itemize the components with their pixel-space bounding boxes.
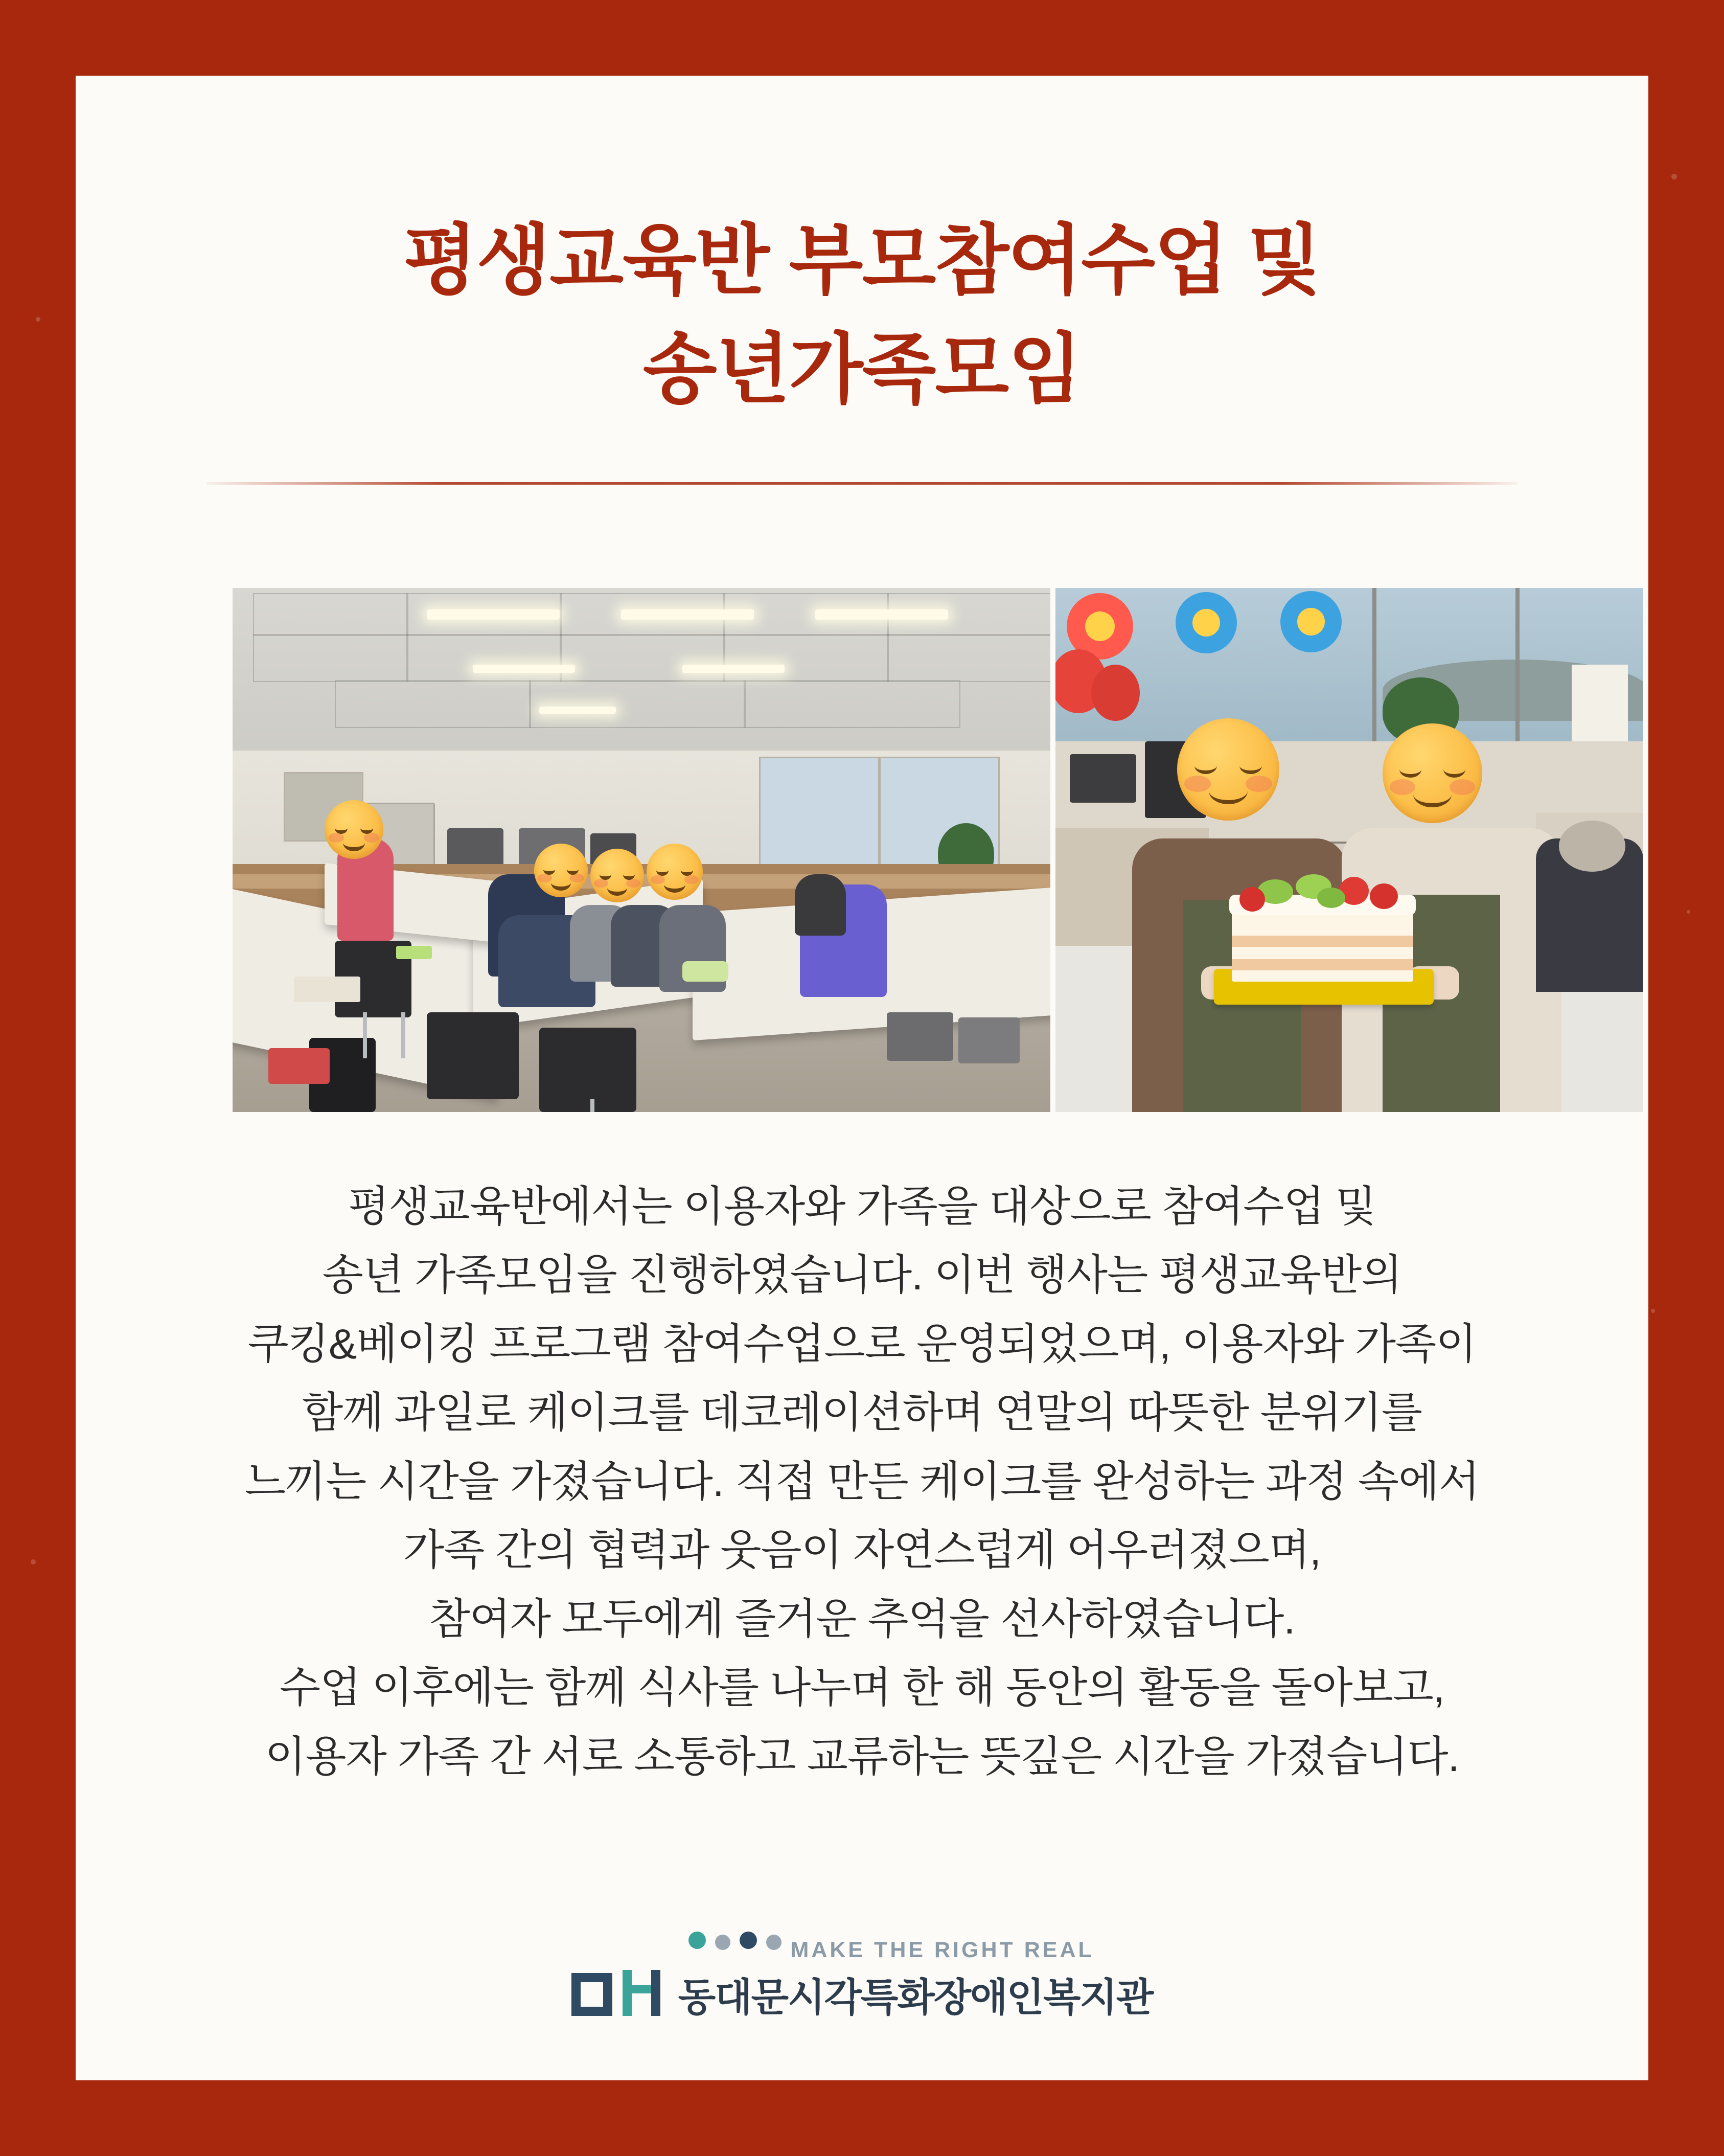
decorative-speck <box>31 1559 36 1564</box>
body-text <box>76 1172 1648 1791</box>
smiley-face-overlay <box>590 849 644 902</box>
chair-leg <box>401 1012 405 1058</box>
body-line: 느끼는 시간을 가졌습니다. 직접 만든 케이크를 완성하는 과정 속에서 <box>244 1457 1480 1505</box>
table-item <box>268 1048 330 1084</box>
decorative-speck <box>1687 910 1690 914</box>
ceiling-tile <box>887 634 1050 682</box>
window-frame-bar <box>1515 588 1520 757</box>
body-line: 이용자 가족 간 서로 소통하고 교류하는 뜻깊은 시간을 가졌습니다. <box>265 1732 1459 1780</box>
chair <box>539 1028 636 1112</box>
person-seated <box>795 874 846 936</box>
balloon <box>1091 665 1140 721</box>
window <box>759 757 880 870</box>
photo-gallery <box>233 588 1643 1112</box>
body-line: 송년 가족모임을 진행하였습니다. 이번 행사는 평생교육반의 <box>322 1251 1402 1299</box>
ceiling-tile <box>335 680 531 728</box>
photo-cake <box>1055 588 1643 1112</box>
table-item <box>887 1012 953 1061</box>
table-item <box>396 946 432 959</box>
table-item <box>958 1017 1020 1063</box>
title-line-1: 평생교육반 부모참여수업 및 <box>403 217 1321 303</box>
logo-dot-row <box>683 1932 1094 1963</box>
ceiling-light <box>473 665 575 673</box>
flower-center <box>1085 611 1115 641</box>
smiley-face-overlay <box>534 844 588 897</box>
flower-center <box>1297 608 1325 636</box>
strawberry <box>1370 883 1398 909</box>
logo-mark-icon <box>571 1970 666 2019</box>
body-line: 쿠킹&베이킹 프로그램 참여수업으로 운영되었으며, 이용자와 가족이 <box>247 1320 1477 1368</box>
cake-filling <box>1232 959 1413 970</box>
organization-logo <box>76 1932 1648 2022</box>
smiley-face-overlay <box>647 844 703 900</box>
ceiling-tile <box>560 634 725 682</box>
decorative-speck <box>36 317 40 322</box>
chair-leg <box>363 1012 367 1058</box>
body-line: 가족 간의 협력과 웃음이 자연스럽게 어우러졌으며, <box>403 1526 1321 1574</box>
poster-card <box>76 76 1648 2080</box>
table-item <box>682 961 728 982</box>
ceiling-tile <box>253 593 408 636</box>
decorative-speck <box>1671 174 1677 179</box>
photo-classroom <box>233 588 1050 1112</box>
smiley-face-overlay <box>325 800 383 859</box>
person-third-hair <box>1559 821 1625 872</box>
window-frame-bar <box>1372 588 1376 757</box>
ceiling-light <box>815 609 948 620</box>
ceiling-light <box>427 609 560 620</box>
body-line: 평생교육반에서는 이용자와 가족을 대상으로 참여수업 및 <box>348 1183 1376 1230</box>
body-line: 수업 이후에는 함께 식사를 나누며 한 해 동안의 활동을 돌아보고, <box>279 1664 1445 1712</box>
decorative-speck <box>1651 1309 1655 1313</box>
ceiling-tile <box>406 634 562 682</box>
notice-paper <box>1572 665 1628 741</box>
logo-organization-name: 동대문시각특화장애인복지관 <box>678 1976 1153 2019</box>
page-title <box>76 206 1648 424</box>
ceiling-light <box>621 609 754 620</box>
smiley-face-overlay <box>1383 723 1482 823</box>
logo-main-row <box>571 1966 1153 2022</box>
logo-tagline: MAKE THE RIGHT REAL <box>790 1938 1094 1962</box>
chair <box>427 1012 519 1099</box>
ceiling-tile <box>744 680 960 728</box>
ceiling-tile <box>253 634 408 682</box>
cake-filling <box>1232 936 1413 947</box>
ceiling-light <box>539 707 616 714</box>
kiwi-slice <box>1317 888 1345 908</box>
logo-dot <box>688 1932 706 1949</box>
strawberry <box>1239 887 1265 912</box>
logo-dot <box>766 1935 781 1950</box>
body-line: 참여자 모두에게 즐거운 추억을 선사하였습니다. <box>429 1595 1295 1643</box>
body-line: 함께 과일로 케이크를 데코레이션하며 연말의 따뜻한 분위기를 <box>302 1389 1422 1437</box>
chair-leg <box>590 1099 594 1112</box>
logo-dot <box>715 1935 730 1950</box>
title-divider <box>206 482 1518 485</box>
microwave <box>1070 754 1136 803</box>
kitchen-appliance <box>447 828 503 869</box>
table-item <box>294 977 360 1002</box>
title-line-2: 송년가족모임 <box>642 326 1082 412</box>
ceiling-tile <box>529 680 746 728</box>
ceiling-light <box>682 665 785 673</box>
ceiling-tile <box>723 634 889 682</box>
flower-center <box>1192 609 1220 637</box>
smiley-face-overlay <box>1177 718 1279 821</box>
logo-dot <box>740 1932 757 1949</box>
